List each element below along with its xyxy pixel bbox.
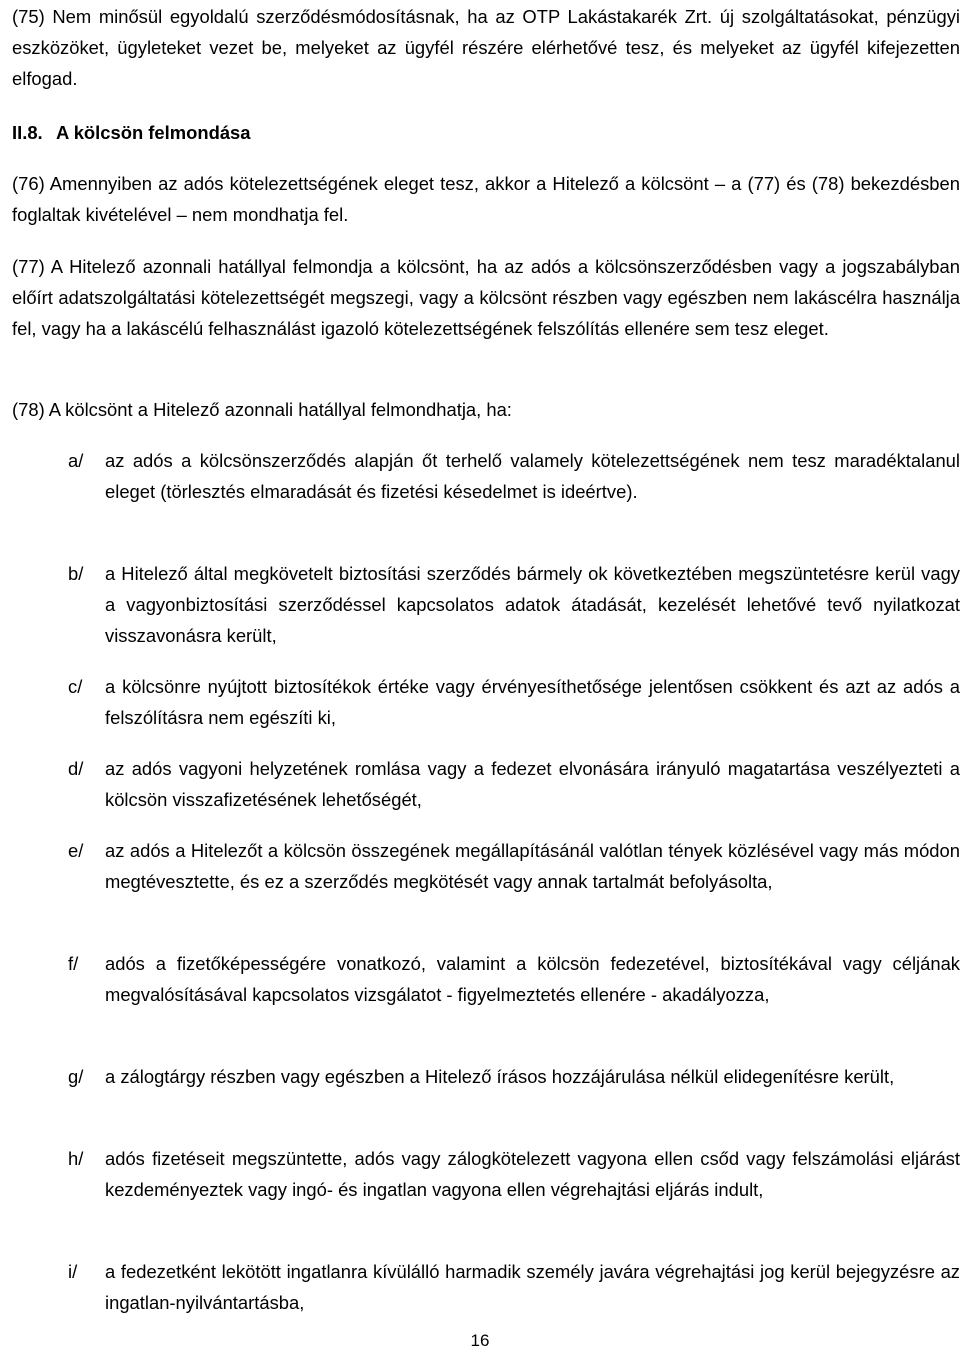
list-item-label: c/ (68, 676, 83, 697)
list-item-label: e/ (68, 840, 84, 861)
list-item-text: adós a fizetőképességére vonatkozó, valamint a kölcsön fedezetével, biztosítékával vagy céljának megvalósításával kapcsolatos vizsgálatot - figyelmeztetés ellenére - akadályozza, (105, 953, 960, 1005)
section-heading (12, 117, 251, 148)
list-item-text: a kölcsönre nyújtott biztosítékok értéke vagy érvényesíthetősége jelentősen csökkent és azt az adós a felszólításra nem egészíti ki, (105, 676, 960, 728)
list-item-e (68, 835, 960, 897)
list-item-f (68, 948, 960, 1010)
paragraph-76: (76) Amennyiben az adós kötelezettségének eleget tesz, akkor a Hitelező a kölcsönt – a (77) és (78) bekezdésben foglaltak kivételével – nem mondhatja fel. (12, 173, 960, 225)
list-item-g (68, 1061, 960, 1092)
list-item-b (68, 558, 960, 651)
list-item-text: a zálogtárgy részben vagy egészben a Hitelező írásos hozzájárulása nélkül elidegenítésre került, (105, 1066, 895, 1087)
list-item-label: i/ (68, 1261, 78, 1282)
list-item-text: az adós a kölcsönszerződés alapján őt terhelő valamely kötelezettségének nem tesz maradéktalanul eleget (törlesztés elmaradását és fizetési késedelmet is ideértve). (105, 450, 960, 502)
list-item-d (68, 753, 960, 815)
list-item-h (68, 1143, 960, 1205)
section-number: II.8. (12, 122, 43, 143)
list-item-text: az adós vagyoni helyzetének romlása vagy a fedezet elvonására irányuló magatartása veszélyezteti a kölcsön visszafizetésének lehetőségét, (105, 758, 960, 810)
list-item-c (68, 671, 960, 733)
list-item-label: b/ (68, 563, 84, 584)
list-item-i (68, 1256, 960, 1318)
list-item-text: az adós a Hitelezőt a kölcsön összegének megállapításánál valótlan tények közlésével vagy más módon megtévesztette, és ez a szerződés megkötését vagy annak tartalmát befolyásolta, (105, 840, 960, 892)
paragraph-77: (77) A Hitelező azonnali hatállyal felmondja a kölcsönt, ha az adós a kölcsönszerződésben vagy a jogszabályban előírt adatszolgáltatási kötelezettségét megszegi, vagy a kölcsönt részben vagy egészben nem lakáscélra használja fel, vagy ha a lakáscélú felhasználást igazoló kötelezettségének felszólítás ellenére sem tesz eleget. (12, 256, 960, 339)
list-item-label: g/ (68, 1066, 84, 1087)
section-title: A kölcsön felmondása (56, 122, 251, 143)
list-item-text: adós fizetéseit megszüntette, adós vagy zálogkötelezett vagyona ellen csőd vagy felszámolási eljárást kezdeményeztek vagy ingó- és ingatlan vagyona ellen végrehajtási eljárás indult, (105, 1148, 960, 1200)
list-item-label: a/ (68, 450, 84, 471)
list-item-label: f/ (68, 953, 79, 974)
paragraph-75: (75) Nem minősül egyoldalú szerződésmódosításnak, ha az OTP Lakástakarék Zrt. új szolgáltatásokat, pénzügyi eszközöket, ügyleteket vezet be, melyeket az ügyfél részére elérhetővé tesz, és melyeket az ügyfél kifejezetten elfogad. (12, 6, 960, 89)
page-number: 16 (470, 1331, 490, 1350)
paragraph-78: (78) A kölcsönt a Hitelező azonnali hatállyal felmondhatja, ha: (12, 399, 512, 420)
list-item-label: d/ (68, 758, 84, 779)
list-item-text: a Hitelező által megkövetelt biztosítási szerződés bármely ok következtében megszüntetésre kerül vagy a vagyonbiztosítási szerződéssel kapcsolatos adatok átadását, kezelését lehetővé tevő nyilatkozat visszavonásra került, (105, 563, 960, 646)
list-item-text: a fedezetként lekötött ingatlanra kívülálló harmadik személy javára végrehajtási jog kerül bejegyzésre az ingatlan-nyilvántartásba, (105, 1261, 960, 1313)
list-item-a (68, 445, 960, 507)
list-item-label: h/ (68, 1148, 84, 1169)
